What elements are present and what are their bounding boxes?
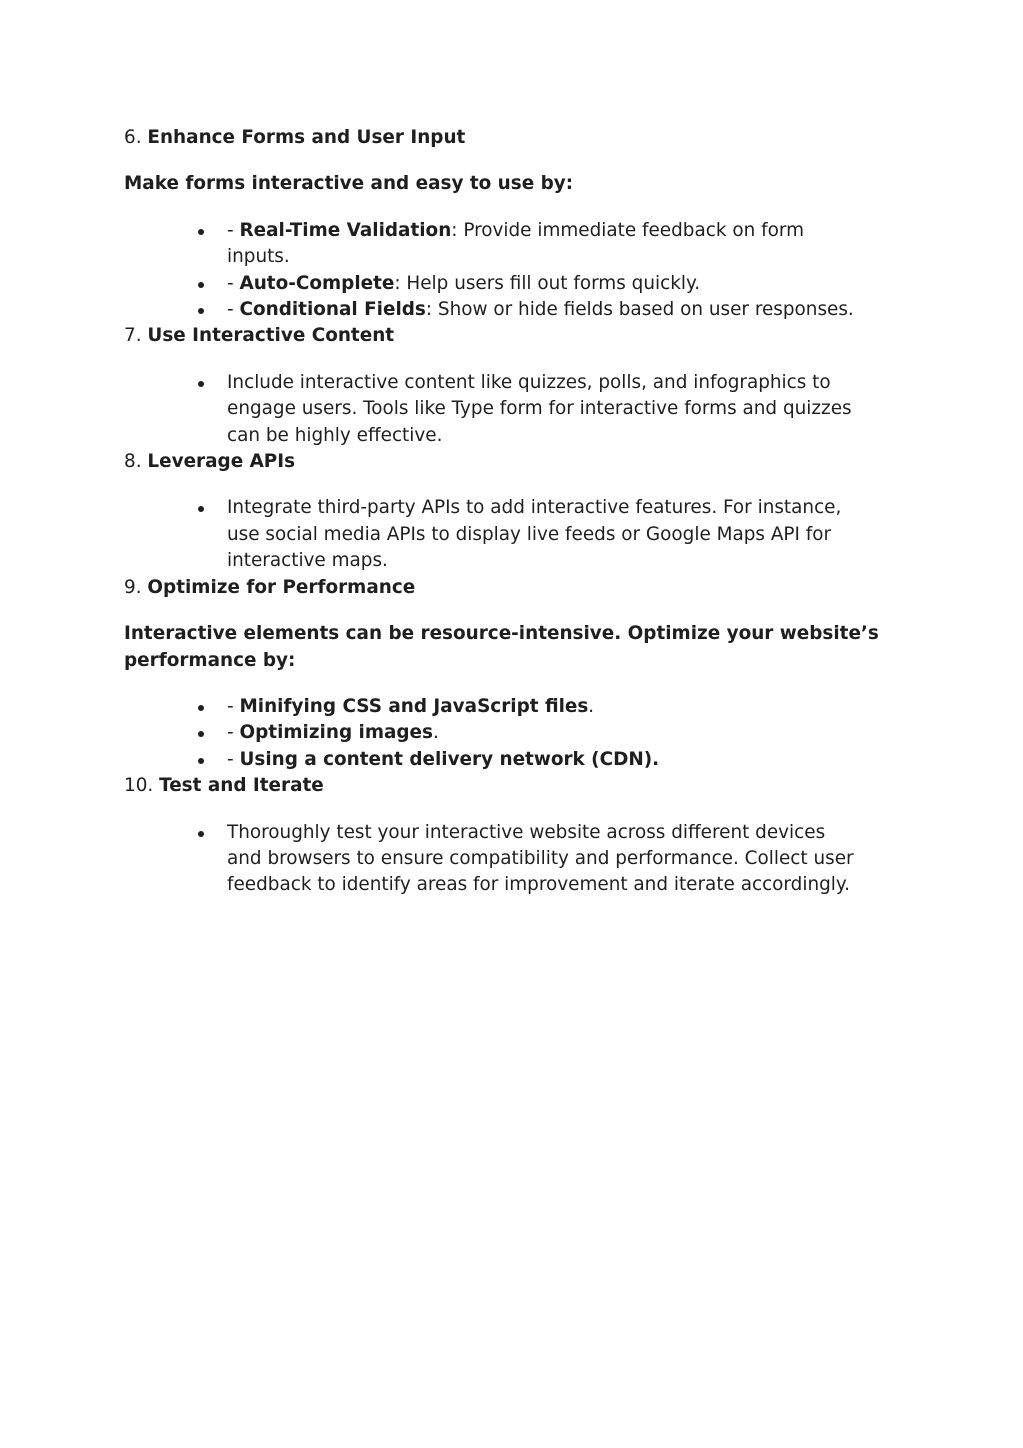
section-number: 7. (124, 325, 142, 347)
section-title: Leverage APIs (147, 451, 296, 473)
section-heading-10 (124, 773, 884, 799)
bullet-icon (198, 831, 204, 837)
section-title: Optimize for Performance (147, 576, 416, 598)
bullet-icon (198, 506, 204, 512)
section-heading-9 (124, 575, 884, 601)
bullet-list-9 (124, 694, 884, 773)
bullet-icon (198, 308, 204, 314)
bullet-icon (198, 705, 204, 711)
section-number: 10. (124, 775, 154, 797)
section-title: Test and Iterate (159, 775, 324, 797)
list-item: - Optimizing images. (227, 720, 857, 746)
bullet-icon (198, 758, 204, 764)
section-heading-8 (124, 449, 884, 475)
bullet-list-7 (124, 370, 884, 449)
list-item: - Auto-Complete: Help users fill out forms quickly. (227, 271, 857, 297)
bullet-list-10 (124, 820, 884, 899)
section-heading-7 (124, 323, 884, 349)
list-item: - Using a content delivery network (CDN). (227, 747, 857, 773)
bullet-list-6 (124, 218, 884, 324)
bullet-icon (198, 381, 204, 387)
list-item: - Real-Time Validation: Provide immediate feedback on form inputs. (227, 218, 857, 271)
list-item: Include interactive content like quizzes, polls, and infographics to engage users. Tools like Type form for interactive forms and quizzes can be highly effective. (227, 370, 857, 449)
list-item: - Conditional Fields: Show or hide fields based on user responses. (227, 297, 857, 323)
bullet-icon (198, 229, 204, 235)
section-intro-9: Interactive elements can be resource-intensive. Optimize your website’s performance by: (124, 623, 879, 671)
section-number: 8. (124, 451, 142, 473)
section-title: Use Interactive Content (147, 325, 395, 347)
bullet-icon (198, 282, 204, 288)
section-heading-6 (124, 125, 884, 151)
section-number: 6. (124, 127, 142, 148)
bullet-list-8 (124, 495, 884, 574)
section-title: Enhance Forms and User Input (147, 127, 466, 148)
list-item: Thoroughly test your interactive website across different devices and browsers to ensure compatibility and performance. Collect user feedback to identify areas for improvement and iterate accordingly. (227, 820, 857, 899)
section-number: 9. (124, 576, 142, 598)
section-intro-6: Make forms interactive and easy to use by: (124, 173, 574, 195)
list-item: - Minifying CSS and JavaScript files. (227, 694, 857, 720)
document-content (124, 125, 884, 899)
bullet-icon (198, 731, 204, 737)
list-item: Integrate third-party APIs to add interactive features. For instance, use social media APIs to display live feeds or Google Maps API for interactive maps. (227, 495, 857, 574)
